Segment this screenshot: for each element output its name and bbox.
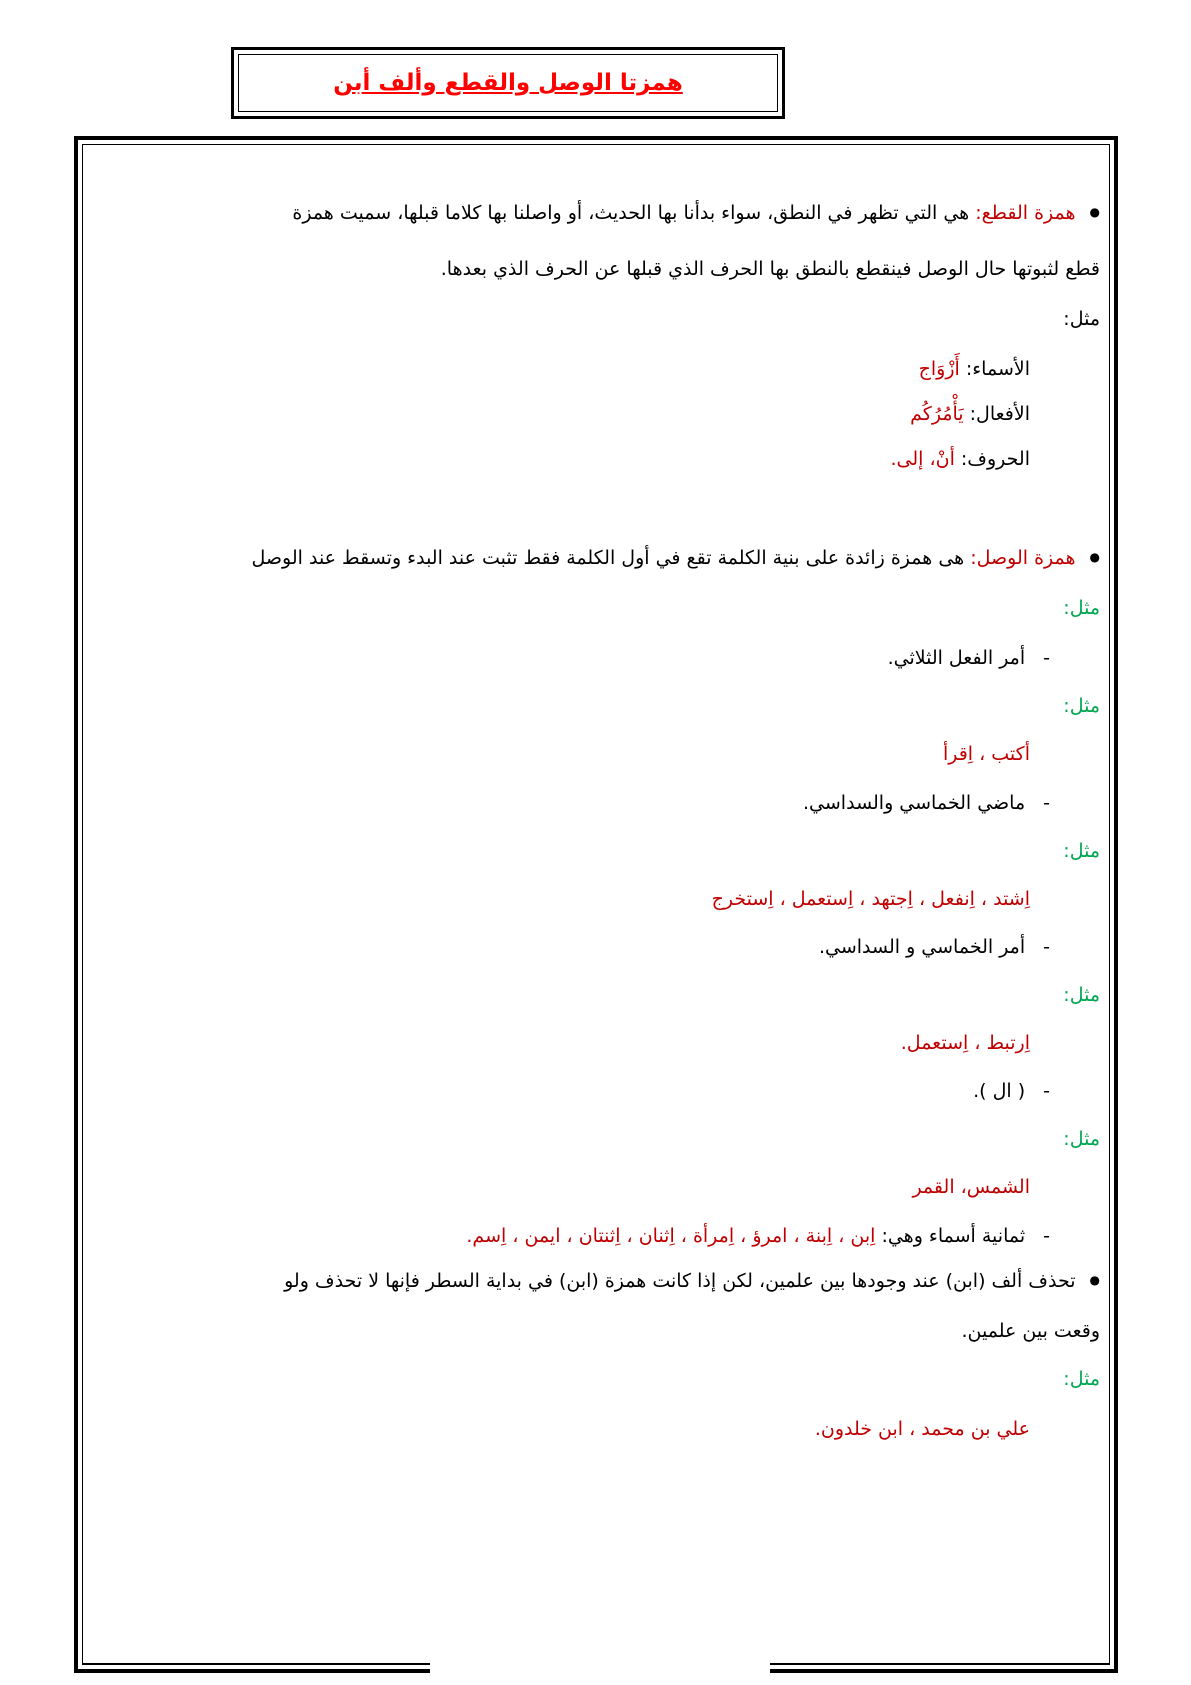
wasl-item-3-text: أمر الخماسي و السداسي. [818, 936, 1026, 958]
title-inner-frame [238, 54, 778, 112]
dash: - [1043, 792, 1050, 814]
wasl-ex4-label: مثل: [1063, 1128, 1100, 1150]
qat-example-label: مثل: [1063, 308, 1100, 330]
wasl-ex1-label: مثل: [1063, 695, 1100, 717]
page-title: همزتا الوصل والقطع وألف أبن [333, 70, 683, 96]
qat-definition-line2: قطع لثبوتها حال الوصل فينقطع بالنطق بها الحرف الذي قبلها عن الحرف الذي بعدها. [440, 258, 1100, 280]
wasl-ex2: اِشتد ، اِنفعل ، اِجتهد ، اِستعمل ، اِستخرج [711, 888, 1030, 910]
wasl-item-2 [803, 792, 1050, 814]
wasl-definition [252, 547, 1100, 569]
qat-nouns-row [919, 358, 1030, 380]
title-box [231, 47, 785, 119]
bottom-border-left-thin [82, 1663, 430, 1665]
qat-def-text: هي التي تظهر في النطق، سواء بدأنا بها الحديث، أو واصلنا بها كلاما قبلها، سميت همزة [292, 202, 976, 224]
wasl-item-1 [888, 647, 1050, 669]
nouns-label: الأسماء: [965, 358, 1030, 380]
wasl-item-1-text: أمر الفعل الثلاثي. [887, 647, 1026, 669]
wasl-ex4: الشمس، القمر [912, 1176, 1030, 1198]
wasl-ex2-label: مثل: [1063, 840, 1100, 862]
wasl-item-2-text: ماضي الخماسي والسداسي. [803, 792, 1026, 814]
dash: - [1043, 647, 1050, 669]
ibn-rule-line1 [284, 1270, 1100, 1292]
wasl-ex1: أكتب ، اِقرأ [942, 743, 1030, 765]
qat-verbs-row [910, 403, 1030, 425]
nouns-value: أَزْوَاج [918, 358, 960, 380]
wasl-def-text: هى همزة زائدة على بنية الكلمة تقع في أول الكلمة فقط تثبت عند البدء وتسقط عند الوصل [251, 547, 971, 569]
verbs-label: الأفعال: [969, 403, 1030, 425]
bottom-border-right [770, 1669, 1118, 1673]
wasl-ex3-label: مثل: [1063, 984, 1100, 1006]
bullet-icon [1076, 199, 1100, 221]
wasl-example-label: مثل: [1063, 597, 1100, 619]
ibn-example: علي بن محمد ، ابن خلدون. [814, 1418, 1030, 1440]
dash: - [1043, 1080, 1050, 1102]
qat-definition-line1 [292, 202, 1100, 224]
wasl-term: همزة الوصل: [970, 547, 1076, 569]
letters-label: الحروف: [960, 448, 1030, 470]
letters-value: أنْ، إلى. [890, 448, 955, 470]
wasl-ex3: اِرتبط ، اِستعمل. [900, 1032, 1030, 1054]
ibn-rule-text: تحذف ألف (ابن) عند وجودها بين علمين، لكن إذا كانت همزة (ابن) في بداية السطر فإنها لا تحذف ولو [284, 1270, 1076, 1292]
bullet-icon [1076, 544, 1100, 566]
wasl-item-5 [466, 1225, 1050, 1247]
wasl-item-4-text: ( ال ). [973, 1080, 1026, 1102]
bottom-border-left [74, 1669, 430, 1673]
wasl-item-5-words: اِبن ، اِبنة ، امرؤ ، اِمرأة ، اِثنان ، اِثنتان ، ايمن ، اِسم. [466, 1225, 876, 1247]
verbs-value: يَأْمُرُكُم [910, 403, 964, 425]
ibn-rule-line2: وقعت بين علمين. [961, 1320, 1100, 1342]
wasl-item-4 [973, 1080, 1050, 1102]
dash: - [1043, 1225, 1050, 1247]
dash: - [1043, 936, 1050, 958]
ibn-example-label: مثل: [1063, 1368, 1100, 1390]
qat-letters-row [891, 448, 1031, 470]
qat-term: همزة القطع: [975, 202, 1076, 224]
wasl-item-3 [819, 936, 1050, 958]
bottom-border-right-thin [770, 1663, 1110, 1665]
wasl-item-5-prefix: ثمانية أسماء وهي: [875, 1225, 1026, 1247]
bullet-icon [1076, 1267, 1100, 1289]
